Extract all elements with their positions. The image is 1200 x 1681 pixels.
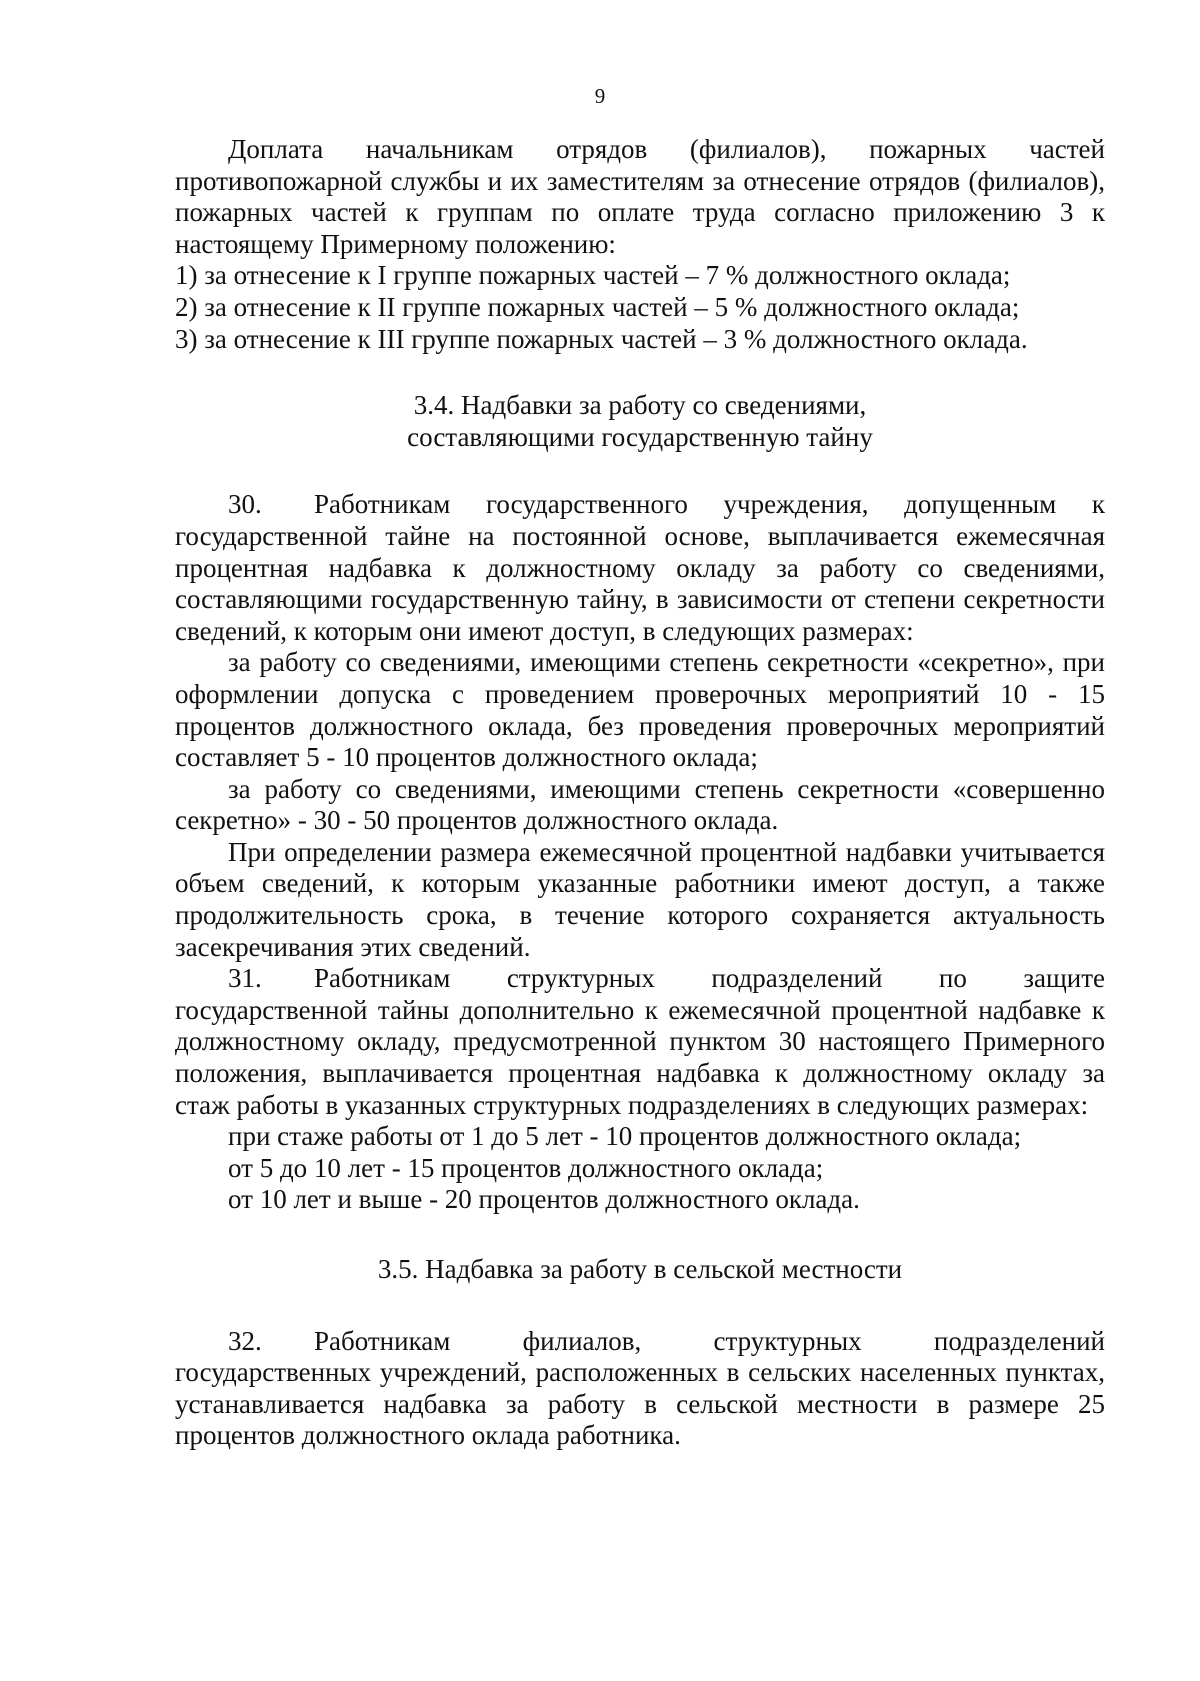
document-body xyxy=(175,134,1105,1452)
page-number: 9 xyxy=(594,84,606,108)
paragraph-31-text: Работникам структурных подразделений по защите государственной тайны дополнительно к ежемесячной процентной надбавке к должностному окладу, предусмотренной пунктом 30 настоящего Примерного положения, выплачивается процентная надбавка к должностному окладу за стаж работы в указанных структурных подразделениях в следующих размерах: xyxy=(175,963,1105,1120)
paragraph-32 xyxy=(175,1326,1105,1452)
paragraph-30-number: 30. xyxy=(228,489,262,520)
list-item-tenure-5-10: от 5 до 10 лет - 15 процентов должностного оклада; xyxy=(228,1152,824,1183)
paragraph-32-number: 32. xyxy=(228,1325,262,1356)
list-item-group-2: 2) за отнесение к II группе пожарных частей – 5 % должностного оклада; xyxy=(175,291,1020,322)
paragraph-32-text: Работникам филиалов, структурных подразделений государственных учреждений, расположенных в сельских населенных пунктах, устанавливается надбавка за работу в сельской местности в размере 25 процентов должностного оклада работника. xyxy=(175,1325,1105,1451)
paragraph-30 xyxy=(175,489,1105,647)
list-item-group-1: 1) за отнесение к I группе пожарных частей – 7 % должностного оклада; xyxy=(175,260,1011,291)
paragraph-30-text: Работникам государственного учреждения, допущенным к государственной тайне на постоянной основе, выплачивается ежемесячная процентная надбавка к должностному окладу за работу со сведениями, составляющими государственную тайну, в зависимости от степени секретности сведений, к которым они имеют доступ, в следующих размерах: xyxy=(175,489,1105,646)
paragraph-31 xyxy=(175,963,1105,1121)
paragraph-30-secret: за работу со сведениями, имеющими степень секретности «секретно», при оформлении допуска с проведением проверочных мероприятий 10 - 15 процентов должностного оклада, без проведения проверочных мероприятий составляет 5 - 10 процентов должностного оклада; xyxy=(175,647,1105,773)
paragraph-allowance-intro: Доплата начальникам отрядов (филиалов), пожарных частей противопожарной службы и их заместителям за отнесение отрядов (филиалов), пожарных частей к группам по оплате труда согласно приложению 3 к настоящему Примерному положению: xyxy=(175,134,1105,259)
paragraph-30-determination: При определении размера ежемесячной процентной надбавки учитывается объем сведений, к которым указанные работники имеют доступ, а также продолжительность срока, в течение которого сохраняется актуальность засекречивания этих сведений. xyxy=(175,836,1105,962)
section-heading-3-5: 3.5. Надбавка за работу в сельской местности xyxy=(377,1254,903,1284)
section-heading-3-4-line-1: 3.4. Надбавки за работу со сведениями, xyxy=(413,390,867,421)
paragraph-30-top-secret: за работу со сведениями, имеющими степень секретности «совершенно секретно» - 30 - 50 процентов должностного оклада. xyxy=(175,773,1105,836)
list-item-tenure-10-plus: от 10 лет и выше - 20 процентов должностного оклада. xyxy=(228,1184,860,1215)
section-heading-3-4 xyxy=(175,390,1105,453)
list-item-tenure-1-5: при стаже работы от 1 до 5 лет - 10 процентов должностного оклада; xyxy=(228,1121,1022,1152)
list-item-group-3: 3) за отнесение к III группе пожарных частей – 3 % должностного оклада. xyxy=(175,323,1028,354)
section-heading-3-4-line-2: составляющими государственную тайну xyxy=(407,421,873,452)
paragraph-31-number: 31. xyxy=(228,963,262,994)
